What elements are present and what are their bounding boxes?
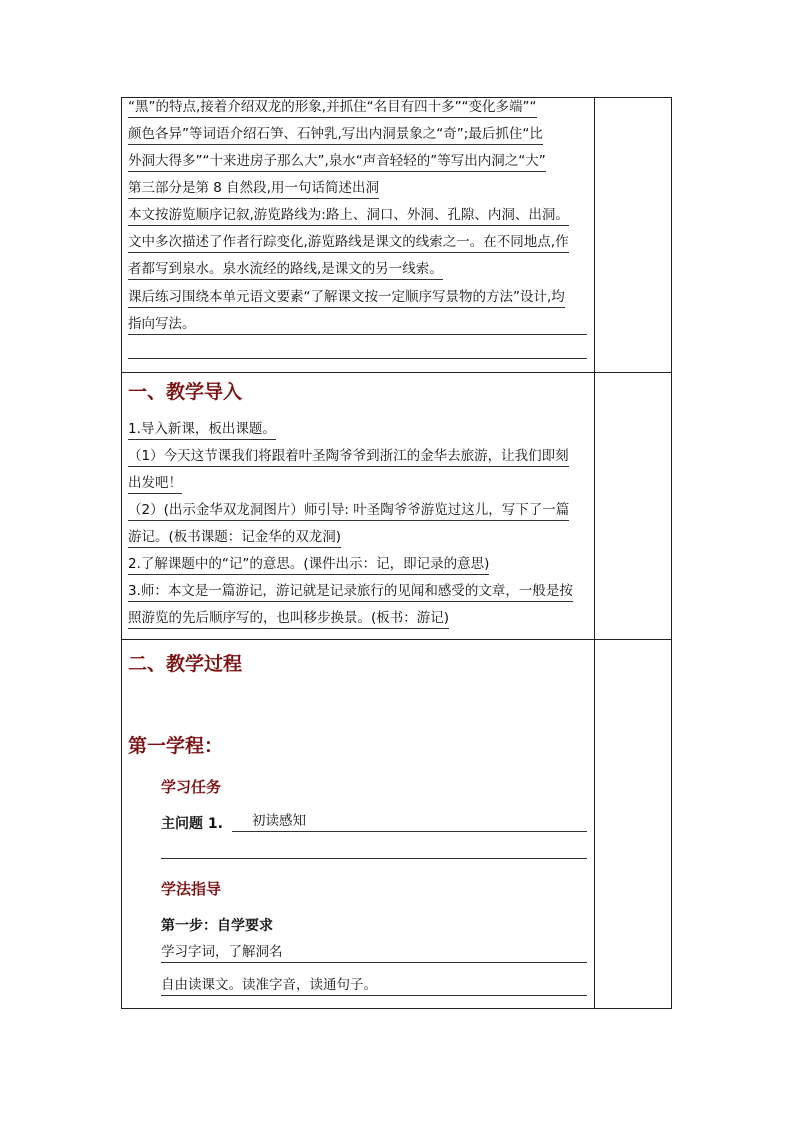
- task-heading: 学习任务: [161, 778, 222, 796]
- intro-line: 2.了解课题中的“记”的意思。(课件出示：记，即记录的意思): [128, 555, 489, 575]
- blank-rule: [161, 858, 587, 859]
- teaching-intro-cell: [128, 374, 588, 638]
- analysis-line: 外洞大得多”“十来进房子那么大”,泉水“声音轻轻的”等写出内洞之“大”: [128, 152, 546, 172]
- analysis-line: 者都写到泉水。泉水流经的路线,是课文的另一线索。: [128, 260, 443, 280]
- step1-line: 学习字词，了解洞名: [161, 943, 587, 963]
- intro-line: 出发吧！: [128, 474, 182, 494]
- row-divider-1: [122, 372, 671, 373]
- analysis-line: 本文按游览顺序记叙,游览路线为:路上、洞口、外洞、孔隙、内洞、出洞。: [128, 206, 569, 226]
- step1-label: 第一步：自学要求: [161, 918, 273, 934]
- intro-line: 照游览的先后顺序写的，也叫移步换景。(板书：游记): [128, 609, 449, 629]
- section-title-intro: 一、教学导入: [128, 381, 243, 403]
- analysis-line: “黑”的特点,接着介绍双龙的形象,并抓住“名目有四十多”“变化多端”“: [128, 98, 537, 118]
- text-analysis-cell: [128, 98, 588, 370]
- intro-line: （1）今天这节课我们将跟着叶圣陶爷爷到浙江的金华去旅游，让我们即刻: [128, 447, 569, 467]
- main-question-label: 主问题 1.: [161, 816, 223, 832]
- intro-line: 1.导入新课，板出课题。: [128, 420, 276, 440]
- analysis-line: 文中多次描述了作者行踪变化,游览路线是课文的线索之一。在不同地点,作: [128, 233, 569, 253]
- stage-title: 第一学程：: [128, 735, 224, 757]
- blank-rule: [128, 358, 587, 359]
- intro-line: （2）(出示金华双龙洞图片）师引导: 叶圣陶爷爷游览过这儿，写下了一篇: [128, 501, 569, 521]
- analysis-line: 指向写法。: [128, 315, 196, 335]
- analysis-line: 第三部分是第 8 自然段,用一句话简述出洞: [128, 179, 379, 199]
- blank-rule: [128, 334, 587, 335]
- method-heading: 学法指导: [161, 880, 222, 898]
- teaching-process-cell: [128, 641, 588, 1007]
- row-divider-2: [122, 639, 671, 640]
- lesson-plan-table: [121, 97, 672, 1009]
- section-title-process: 二、教学过程: [128, 653, 243, 675]
- main-question-text: [232, 812, 587, 832]
- column-divider: [594, 98, 595, 1008]
- step1-line: 自由读课文。读准字音，读通句子。: [161, 976, 587, 996]
- main-question-value: 初读感知: [252, 813, 306, 829]
- analysis-line: 颜色各异”等词语介绍石笋、石钟乳,写出内洞景象之“奇”;最后抓住“比: [128, 125, 543, 145]
- intro-line: 游记。(板书课题：记金华的双龙洞): [128, 528, 341, 548]
- intro-line: 3.师：本文是一篇游记，游记就是记录旅行的见闻和感受的文章，一般是按: [128, 582, 573, 602]
- analysis-line: 课后练习围绕本单元语文要素“了解课文按一定顺序写景物的方法”设计,均: [128, 288, 565, 308]
